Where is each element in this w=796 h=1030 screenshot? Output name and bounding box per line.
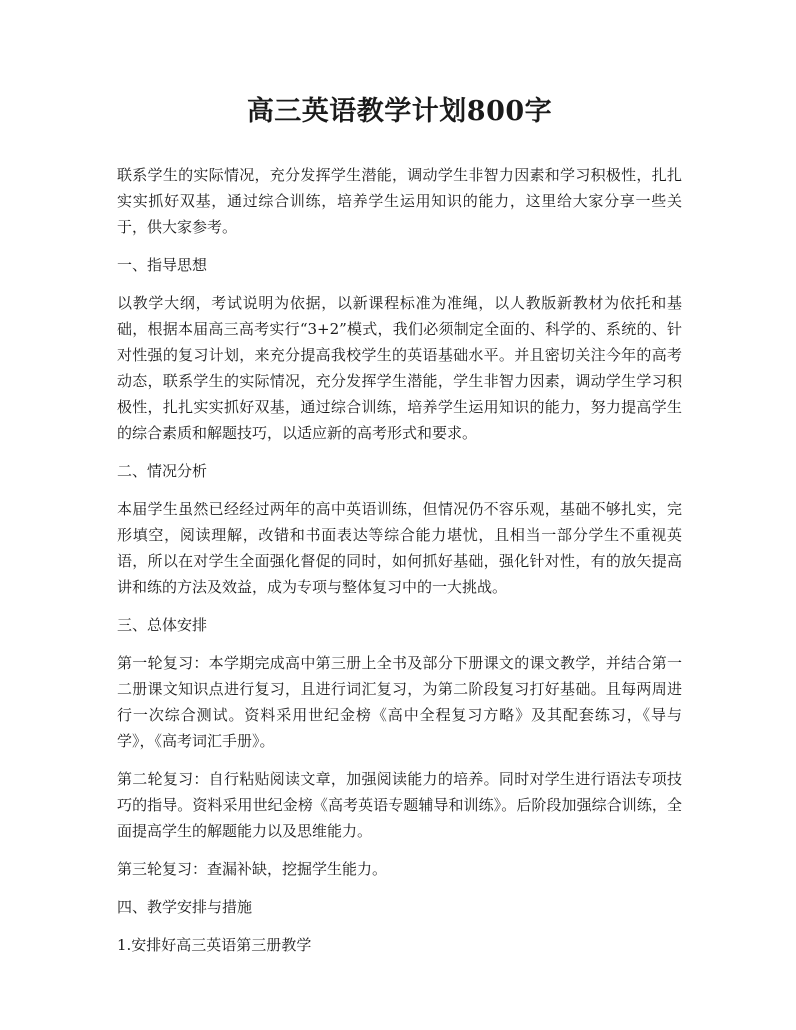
second-round-review-paragraph: 第二轮复习：自行粘贴阅读文章，加强阅读能力的培养。同时对学生进行语法专项技巧的指导。资料采用世纪金榜《高考英语专题辅导和训练》。后阶段加强综合训练，全面提高学生的解题能力以及思维能力。: [117, 770, 682, 840]
section-heading-teaching-measures: 四、教学安排与措施: [117, 898, 253, 916]
third-round-review-paragraph: 第三轮复习：查漏补缺，挖掘学生能力。: [117, 860, 388, 878]
intro-paragraph: 联系学生的实际情况，充分发挥学生潜能，调动学生非智力因素和学习积极性，扎扎实实抓好双基，通过综合训练，培养学生运用知识的能力，这里给大家分享一些关于，供大家参考。: [117, 166, 682, 236]
section-heading-guiding-ideology: 一、指导思想: [117, 256, 208, 274]
subsection-heading-book-three: 1.安排好高三英语第三册教学: [117, 936, 312, 954]
guiding-ideology-paragraph: 以教学大纲，考试说明为依据，以新课程标准为准绳，以人教版新教材为依托和基础，根据本届高三高考实行“3+2”模式，我们必须制定全面的、科学的、系统的、针对性强的复习计划，来充分提高我校学生的英语基础水平。并且密切关注今年的高考动态，联系学生的实际情况，充分发挥学生潜能，学生非智力因素，调动学生学习积极性，扎扎实实抓好双基，通过综合训练，培养学生运用知识的能力，努力提高学生的综合素质和解题技巧，以适应新的高考形式和要求。: [117, 294, 682, 442]
first-round-review-paragraph: 第一轮复习：本学期完成高中第三册上全书及部分下册课文的课文教学，并结合第一二册课文知识点进行复习，且进行词汇复习，为第二阶段复习打好基础。且每两周进行一次综合测试。资料采用世纪金榜《高中全程复习方略》及其配套练习，《导与学》，《高考词汇手册》。: [117, 654, 682, 750]
section-heading-overall-arrangement: 三、总体安排: [117, 616, 208, 634]
document-title: 高三英语教学计划800字: [246, 96, 553, 127]
situation-analysis-paragraph: 本届学生虽然已经经过两年的高中英语训练，但情况仍不容乐观，基础不够扎实，完形填空，阅读理解，改错和书面表达等综合能力堪忧，且相当一部分学生不重视英语，所以在对学生全面强化督促的同时，如何抓好基础，强化针对性，有的放矢提高讲和练的方法及效益，成为专项与整体复习中的一大挑战。: [117, 500, 682, 596]
section-heading-situation-analysis: 二、情况分析: [117, 462, 208, 480]
